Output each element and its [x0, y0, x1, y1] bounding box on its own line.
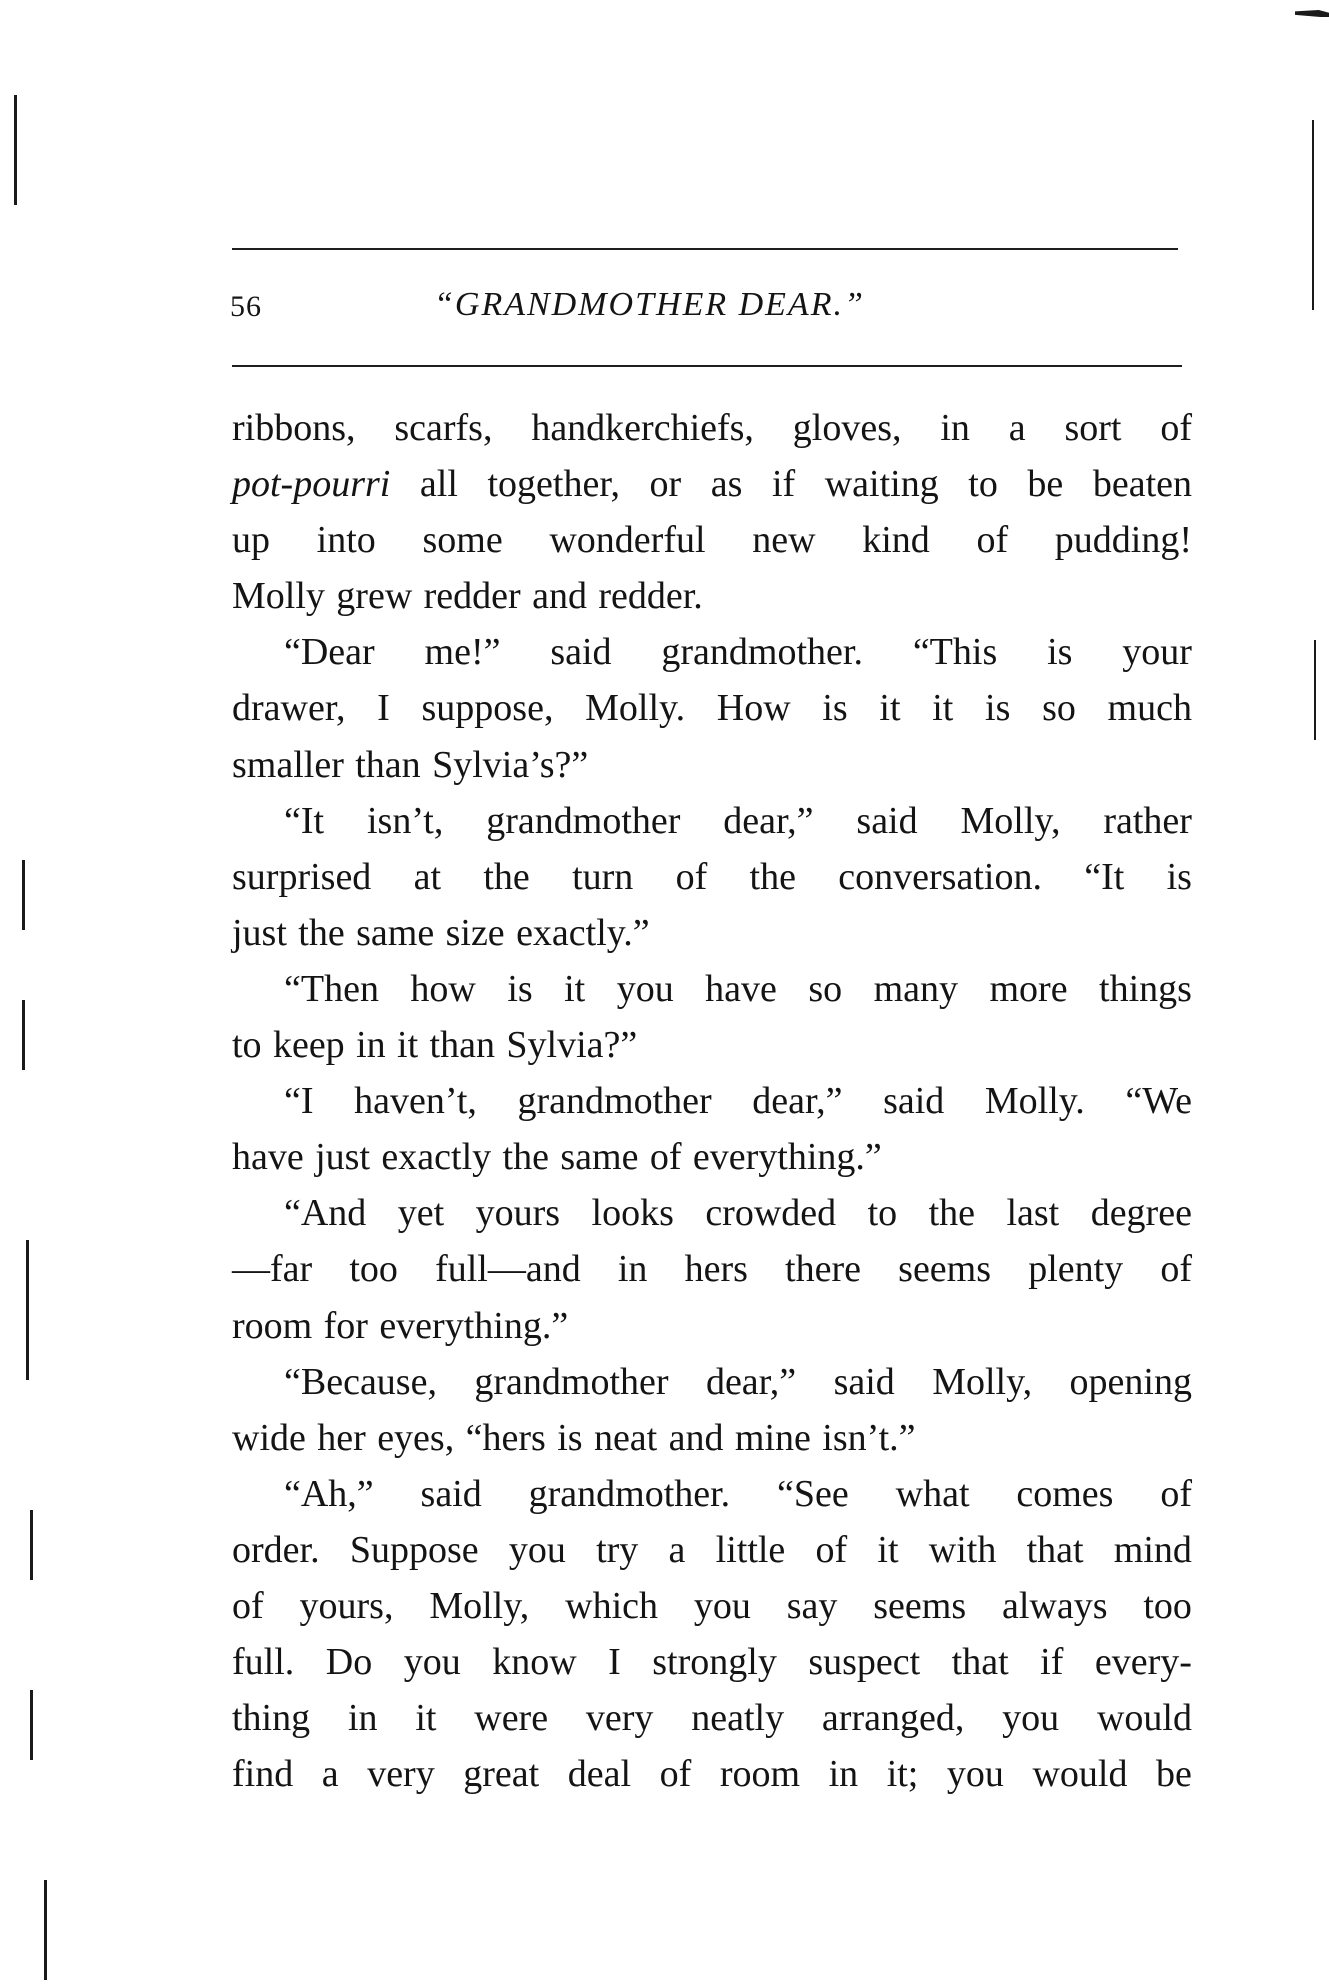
word: smaller [232, 743, 344, 786]
word: order. [232, 1528, 320, 1571]
word: keep [272, 1024, 345, 1067]
word: of [232, 1584, 264, 1627]
word: if [1040, 1641, 1064, 1684]
word: just [232, 911, 287, 954]
word: in [828, 1753, 859, 1796]
word: too [349, 1248, 398, 1291]
word: have [705, 967, 777, 1010]
word: up [232, 519, 270, 562]
text-line [232, 456, 1192, 512]
word: to [867, 1192, 898, 1235]
word: in [617, 1248, 648, 1291]
word: “hers [465, 1416, 546, 1459]
word: isn’t, [366, 799, 444, 842]
word: dear,” [705, 1360, 797, 1403]
word: grandmother [486, 799, 681, 842]
word: is [1047, 631, 1073, 674]
word: thing [232, 1697, 311, 1740]
word: Molly, [960, 799, 1061, 842]
word: yet [397, 1192, 445, 1235]
word: which [565, 1584, 658, 1627]
word: said [883, 1080, 945, 1123]
word: it [932, 687, 954, 730]
word: same [356, 911, 435, 954]
word: kind [862, 519, 930, 562]
word: Molly. [585, 687, 686, 730]
word: try [596, 1528, 639, 1571]
word: with [928, 1528, 997, 1571]
word: wonderful [549, 519, 706, 562]
word: new [752, 519, 816, 562]
word: in [347, 1697, 378, 1740]
word: too [1143, 1584, 1192, 1627]
word: “It [1084, 855, 1125, 898]
word: grandmother [474, 1360, 669, 1403]
word: dear,” [723, 799, 814, 842]
word: gloves, [792, 407, 902, 449]
word: sort [1064, 407, 1122, 449]
word: Molly, [932, 1360, 1033, 1403]
running-head: “GRANDMOTHER DEAR.” [434, 286, 865, 323]
scan-edge-mark [1312, 120, 1314, 310]
word: “Then [284, 967, 379, 1010]
word: eyes, [377, 1416, 455, 1459]
word: at [413, 855, 442, 898]
word: how [410, 967, 476, 1010]
word: Molly, [429, 1584, 530, 1627]
word: exactly [381, 1136, 492, 1179]
word: room [719, 1753, 801, 1796]
word: same [560, 1136, 639, 1179]
word: “I [284, 1080, 314, 1123]
text-line [232, 1185, 1192, 1241]
scan-edge-mark [44, 1880, 47, 1980]
word: to [968, 463, 998, 506]
word: the [298, 911, 345, 954]
word: the [483, 855, 530, 898]
word: “Dear [284, 631, 375, 674]
word: “This [912, 631, 998, 674]
word: many [873, 967, 959, 1010]
word: for [323, 1304, 368, 1347]
text-line [232, 961, 1192, 1017]
word: great [463, 1753, 540, 1796]
word: of [675, 855, 708, 898]
word: scarfs, [394, 407, 493, 449]
word: Suppose [349, 1528, 479, 1571]
word: wide [232, 1416, 306, 1459]
word: Molly [232, 575, 325, 618]
word: beaten [1092, 463, 1192, 506]
word: would [1096, 1697, 1192, 1740]
word: Sylvia’s?” [432, 743, 589, 786]
word: every- [1094, 1641, 1192, 1684]
word: is [1166, 855, 1192, 898]
word: of [976, 519, 1009, 562]
text-line [232, 1522, 1192, 1578]
word: it [879, 687, 901, 730]
text-line [232, 737, 1192, 793]
word: to [232, 1024, 262, 1067]
word: hers [684, 1248, 748, 1291]
word: if [771, 463, 796, 506]
word: it [564, 967, 586, 1010]
word: Molly. [984, 1080, 1085, 1123]
word: degree [1090, 1192, 1192, 1235]
word: in [940, 407, 970, 449]
text-line [232, 1241, 1192, 1297]
word: together, [487, 463, 620, 506]
word: you [693, 1584, 751, 1627]
word: turn [572, 855, 634, 898]
word: said [856, 799, 918, 842]
scan-edge-mark [22, 1000, 25, 1070]
word: pot-pourri [232, 463, 391, 506]
word: waiting [824, 463, 939, 506]
word: so [1042, 687, 1076, 730]
word: “We [1125, 1080, 1192, 1123]
text-line [232, 1354, 1192, 1410]
word: everything.” [379, 1304, 569, 1347]
text-line [232, 1690, 1192, 1746]
word: and [668, 1416, 724, 1459]
word: said [833, 1360, 895, 1403]
word: I [608, 1641, 621, 1684]
word: than [355, 743, 421, 786]
word: strongly [652, 1641, 777, 1684]
scan-edge-mark [30, 1510, 33, 1580]
word: your [1122, 631, 1192, 674]
word: of [1160, 407, 1192, 449]
text-line [232, 1017, 1192, 1073]
word: of [1160, 1472, 1192, 1515]
word: comes [1016, 1472, 1114, 1515]
word: Sylvia?” [506, 1024, 638, 1067]
word: redder. [598, 575, 703, 618]
word: said [420, 1472, 482, 1515]
word: me!” [424, 631, 501, 674]
word: than [429, 1024, 495, 1067]
word: neatly [691, 1697, 785, 1740]
word: plenty [1028, 1248, 1124, 1291]
word: all [419, 463, 458, 506]
text-line [232, 1073, 1192, 1129]
word: deal [567, 1753, 632, 1796]
word: so [808, 967, 843, 1010]
word: mine [734, 1416, 811, 1459]
word: the [928, 1192, 976, 1235]
word: full. [232, 1641, 295, 1684]
word: Do [325, 1641, 373, 1684]
text-line [232, 905, 1192, 961]
word: is [985, 687, 1011, 730]
word: —far [232, 1248, 313, 1291]
word: a [668, 1528, 686, 1571]
scan-edge-mark [30, 1690, 33, 1760]
word: you [616, 967, 674, 1010]
word: conversation. [838, 855, 1042, 898]
word: I [377, 687, 390, 730]
word: and [532, 575, 587, 618]
word: of [1160, 1248, 1192, 1291]
word: of [659, 1753, 692, 1796]
word: were [474, 1697, 549, 1740]
word: it [415, 1697, 437, 1740]
word: into [316, 519, 376, 562]
word: or [649, 463, 682, 506]
word: grandmother [517, 1080, 712, 1123]
text-line [232, 793, 1192, 849]
word: the [749, 855, 796, 898]
word: “And [284, 1192, 367, 1235]
scan-edge-mark [1314, 640, 1316, 740]
text-line [232, 568, 1192, 624]
text-line [232, 680, 1192, 736]
scan-edge-mark [22, 860, 25, 930]
word: is [822, 687, 848, 730]
word: “See [777, 1472, 849, 1515]
word: a [1008, 407, 1026, 449]
word: know [492, 1641, 577, 1684]
word: isn’t.” [822, 1416, 916, 1459]
word: more [989, 967, 1068, 1010]
word: what [895, 1472, 970, 1515]
word: some [422, 519, 503, 562]
text-line [232, 512, 1192, 568]
word: grew [336, 575, 413, 618]
word: in [356, 1024, 386, 1067]
header-rule-bottom [232, 365, 1182, 367]
word: “Ah,” [284, 1472, 374, 1515]
word: “It [284, 799, 325, 842]
word: yours [475, 1192, 561, 1235]
word: it [397, 1024, 419, 1067]
text-line [232, 624, 1192, 680]
text-line [232, 1746, 1192, 1802]
word: said [550, 631, 612, 674]
word: as [710, 463, 743, 506]
word: things [1099, 967, 1192, 1010]
word: you [1002, 1697, 1060, 1740]
word: be [1156, 1753, 1192, 1796]
word: say [786, 1584, 838, 1627]
scan-edge-mark [26, 1240, 29, 1380]
text-line [232, 849, 1192, 905]
word: full—and [435, 1248, 581, 1291]
word: little [715, 1528, 786, 1571]
word: just [315, 1136, 371, 1179]
word: very [367, 1753, 435, 1796]
word: crowded [705, 1192, 837, 1235]
word: neat [593, 1416, 658, 1459]
header-rule-top [232, 248, 1178, 250]
scan-corner-mark [1295, 10, 1329, 17]
word: grandmother. [661, 631, 863, 674]
text-line [232, 1578, 1192, 1634]
word: surprised [232, 855, 372, 898]
word: haven’t, [354, 1080, 477, 1123]
word: her [317, 1416, 366, 1459]
word: looks [591, 1192, 674, 1235]
word: opening [1069, 1360, 1192, 1403]
word: seems [873, 1584, 967, 1627]
word: room [232, 1304, 313, 1347]
word: yours, [299, 1584, 394, 1627]
word: grandmother. [528, 1472, 731, 1515]
word: exactly.” [516, 911, 650, 954]
word: you [508, 1528, 566, 1571]
text-line [232, 1129, 1192, 1185]
word: How [716, 687, 791, 730]
word: a [321, 1753, 339, 1796]
word: dear,” [752, 1080, 843, 1123]
word: it; [886, 1753, 919, 1796]
word: redder [423, 575, 521, 618]
word: “Because, [284, 1360, 437, 1403]
word: have [232, 1136, 304, 1179]
word: suspect [808, 1641, 921, 1684]
word: everything.” [692, 1136, 882, 1179]
word: suppose, [421, 687, 554, 730]
word: size [445, 911, 505, 954]
text-line [232, 1410, 1192, 1466]
word: that [1026, 1528, 1084, 1571]
word: ribbons, [232, 407, 356, 449]
word: of [649, 1136, 682, 1179]
word: you [403, 1641, 461, 1684]
text-line [232, 1298, 1192, 1354]
word: is [507, 967, 533, 1010]
word: it [877, 1528, 899, 1571]
word: there [785, 1248, 861, 1291]
word: rather [1103, 799, 1192, 842]
text-line [232, 1634, 1192, 1690]
scan-edge-mark [14, 95, 17, 205]
word: very [585, 1697, 654, 1740]
word: that [951, 1641, 1009, 1684]
word: be [1027, 463, 1064, 506]
word: seems [898, 1248, 992, 1291]
text-line [232, 400, 1192, 456]
word: would [1032, 1753, 1128, 1796]
word: of [815, 1528, 848, 1571]
word: the [502, 1136, 549, 1179]
word: always [1001, 1584, 1108, 1627]
word: last [1006, 1192, 1060, 1235]
word: handkerchiefs, [531, 407, 754, 449]
body-text [232, 400, 1192, 1802]
word: find [232, 1753, 294, 1796]
word: drawer, [232, 687, 346, 730]
word: arranged, [821, 1697, 965, 1740]
word: is [557, 1416, 583, 1459]
word: much [1107, 687, 1192, 730]
word: mind [1113, 1528, 1192, 1571]
word: pudding! [1054, 519, 1192, 562]
page-number: 56 [230, 290, 262, 323]
word: you [946, 1753, 1004, 1796]
text-line [232, 1466, 1192, 1522]
